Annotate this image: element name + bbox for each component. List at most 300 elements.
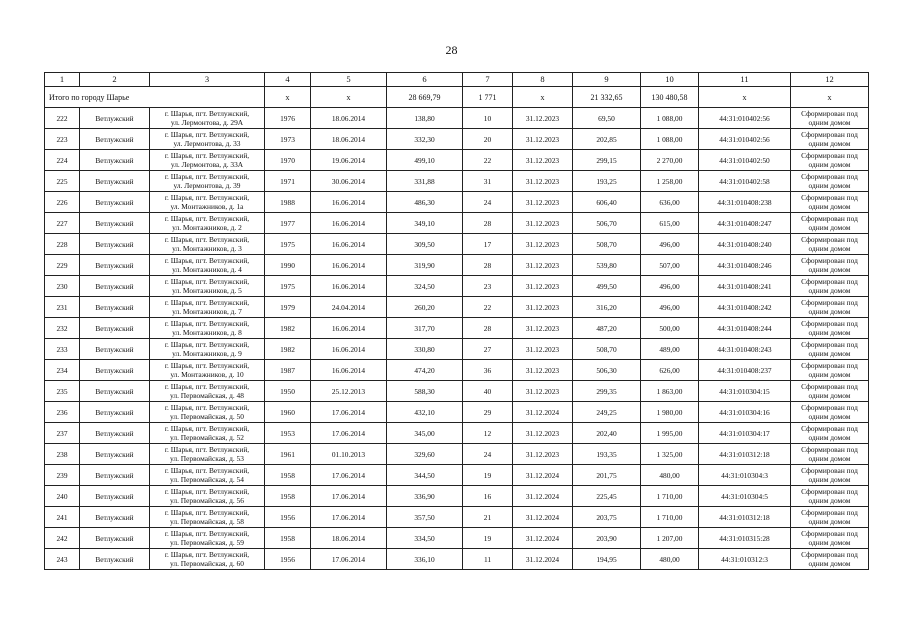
due-date-cell: 31.12.2023 xyxy=(513,213,573,234)
total-cost: 130 480,58 xyxy=(641,87,699,108)
district-cell: Ветлужский xyxy=(80,486,150,507)
remark-line-2: одним домом xyxy=(808,181,851,190)
people-cell: 22 xyxy=(463,150,513,171)
area-cell: 486,30 xyxy=(387,192,463,213)
district-cell: Ветлужский xyxy=(80,234,150,255)
remark-line-1: Сформирован под xyxy=(801,550,858,559)
table-row xyxy=(45,255,869,276)
cost-cell: 1 207,00 xyxy=(641,528,699,549)
date-cell: 17.06.2014 xyxy=(311,402,387,423)
address-cell xyxy=(150,507,265,528)
address-line-2: ул. Лермонтова, д. 33 xyxy=(173,139,241,148)
total-label: Итого по городу Шарье xyxy=(45,87,265,108)
total-cell: х xyxy=(791,87,869,108)
row-number: 227 xyxy=(45,213,80,234)
remark-line-1: Сформирован под xyxy=(801,382,858,391)
address-line-1: г. Шарья, пгт. Ветлужский, xyxy=(164,214,250,223)
cost-cell: 1 863,00 xyxy=(641,381,699,402)
area2-cell: 203,75 xyxy=(573,507,641,528)
row-number: 225 xyxy=(45,171,80,192)
table-row xyxy=(45,423,869,444)
address-line-1: г. Шарья, пгт. Ветлужский, xyxy=(164,382,250,391)
remark-line-2: одним домом xyxy=(808,160,851,169)
remark-line-1: Сформирован под xyxy=(801,445,858,454)
year-cell: 1982 xyxy=(265,318,311,339)
remark-cell xyxy=(791,549,869,570)
year-cell: 1958 xyxy=(265,465,311,486)
area2-cell: 69,50 xyxy=(573,108,641,129)
cadastre-cell: 44:31:010408:244 xyxy=(699,318,791,339)
district-cell: Ветлужский xyxy=(80,549,150,570)
row-number: 230 xyxy=(45,276,80,297)
area2-cell: 193,25 xyxy=(573,171,641,192)
remark-line-2: одним домом xyxy=(808,244,851,253)
cadastre-cell: 44:31:010312:18 xyxy=(699,444,791,465)
due-date-cell: 31.12.2023 xyxy=(513,381,573,402)
table-row xyxy=(45,297,869,318)
cadastre-cell: 44:31:010304:5 xyxy=(699,486,791,507)
area-cell: 329,60 xyxy=(387,444,463,465)
cost-cell: 2 270,00 xyxy=(641,150,699,171)
cadastre-cell: 44:31:010402:56 xyxy=(699,108,791,129)
address-line-2: ул. Первомайская, д. 54 xyxy=(170,475,244,484)
remark-line-1: Сформирован под xyxy=(801,277,858,286)
cadastre-cell: 44:31:010408:237 xyxy=(699,360,791,381)
column-number: 8 xyxy=(513,73,573,87)
area-cell: 332,30 xyxy=(387,129,463,150)
total-cell: х xyxy=(513,87,573,108)
table-row xyxy=(45,486,869,507)
address-cell xyxy=(150,381,265,402)
area2-cell: 316,20 xyxy=(573,297,641,318)
total-people: 1 771 xyxy=(463,87,513,108)
district-cell: Ветлужский xyxy=(80,108,150,129)
address-line-1: г. Шарья, пгт. Ветлужский, xyxy=(164,445,250,454)
address-line-2: ул. Первомайская, д. 59 xyxy=(170,538,244,547)
area2-cell: 194,95 xyxy=(573,549,641,570)
row-number: 240 xyxy=(45,486,80,507)
remark-cell xyxy=(791,402,869,423)
address-line-1: г. Шарья, пгт. Ветлужский, xyxy=(164,487,250,496)
total-cell: х xyxy=(265,87,311,108)
remark-line-1: Сформирован под xyxy=(801,319,858,328)
address-cell xyxy=(150,234,265,255)
row-number: 222 xyxy=(45,108,80,129)
column-number: 10 xyxy=(641,73,699,87)
area2-cell: 606,40 xyxy=(573,192,641,213)
area-cell: 260,20 xyxy=(387,297,463,318)
remark-line-1: Сформирован под xyxy=(801,529,858,538)
remark-line-2: одним домом xyxy=(808,202,851,211)
row-number: 243 xyxy=(45,549,80,570)
address-line-1: г. Шарья, пгт. Ветлужский, xyxy=(164,277,250,286)
area-cell: 432,10 xyxy=(387,402,463,423)
table-row xyxy=(45,108,869,129)
remark-line-2: одним домом xyxy=(808,370,851,379)
cost-cell: 1 980,00 xyxy=(641,402,699,423)
address-line-2: ул. Первомайская, д. 50 xyxy=(170,412,244,421)
cost-cell: 1 325,00 xyxy=(641,444,699,465)
year-cell: 1950 xyxy=(265,381,311,402)
people-cell: 23 xyxy=(463,276,513,297)
remark-cell xyxy=(791,171,869,192)
cost-cell: 615,00 xyxy=(641,213,699,234)
housing-table xyxy=(44,72,869,570)
area2-cell: 202,85 xyxy=(573,129,641,150)
people-cell: 24 xyxy=(463,444,513,465)
column-number-row xyxy=(45,73,869,87)
due-date-cell: 31.12.2023 xyxy=(513,423,573,444)
cadastre-cell: 44:31:010408:241 xyxy=(699,276,791,297)
column-number: 9 xyxy=(573,73,641,87)
address-line-1: г. Шарья, пгт. Ветлужский, xyxy=(164,403,250,412)
address-cell xyxy=(150,339,265,360)
row-number: 232 xyxy=(45,318,80,339)
year-cell: 1975 xyxy=(265,276,311,297)
remark-cell xyxy=(791,318,869,339)
date-cell: 16.06.2014 xyxy=(311,360,387,381)
people-cell: 28 xyxy=(463,213,513,234)
due-date-cell: 31.12.2023 xyxy=(513,108,573,129)
cost-cell: 500,00 xyxy=(641,318,699,339)
address-line-1: г. Шарья, пгт. Ветлужский, xyxy=(164,529,250,538)
address-cell xyxy=(150,150,265,171)
date-cell: 16.06.2014 xyxy=(311,318,387,339)
table-row xyxy=(45,360,869,381)
remark-cell xyxy=(791,486,869,507)
row-number: 236 xyxy=(45,402,80,423)
year-cell: 1971 xyxy=(265,171,311,192)
address-line-1: г. Шарья, пгт. Ветлужский, xyxy=(164,550,250,559)
cost-cell: 489,00 xyxy=(641,339,699,360)
address-line-1: г. Шарья, пгт. Ветлужский, xyxy=(164,361,250,370)
area-cell: 344,50 xyxy=(387,465,463,486)
date-cell: 18.06.2014 xyxy=(311,108,387,129)
address-line-2: ул. Монтажников, д. 3 xyxy=(172,244,242,253)
year-cell: 1979 xyxy=(265,297,311,318)
row-number: 228 xyxy=(45,234,80,255)
due-date-cell: 31.12.2023 xyxy=(513,318,573,339)
remark-line-2: одним домом xyxy=(808,433,851,442)
remark-line-1: Сформирован под xyxy=(801,256,858,265)
district-cell: Ветлужский xyxy=(80,276,150,297)
remark-line-2: одним домом xyxy=(808,349,851,358)
total-area2: 21 332,65 xyxy=(573,87,641,108)
table-row xyxy=(45,402,869,423)
address-line-2: ул. Монтажников, д. 9 xyxy=(172,349,242,358)
people-cell: 27 xyxy=(463,339,513,360)
due-date-cell: 31.12.2023 xyxy=(513,339,573,360)
date-cell: 16.06.2014 xyxy=(311,339,387,360)
remark-cell xyxy=(791,381,869,402)
column-number: 2 xyxy=(80,73,150,87)
row-number: 223 xyxy=(45,129,80,150)
cost-cell: 1 995,00 xyxy=(641,423,699,444)
cadastre-cell: 44:31:010408:242 xyxy=(699,297,791,318)
date-cell: 16.06.2014 xyxy=(311,192,387,213)
area2-cell: 506,70 xyxy=(573,213,641,234)
address-line-2: ул. Лермонтова, д. 33А xyxy=(170,160,244,169)
district-cell: Ветлужский xyxy=(80,297,150,318)
year-cell: 1975 xyxy=(265,234,311,255)
area-cell: 345,00 xyxy=(387,423,463,444)
people-cell: 10 xyxy=(463,108,513,129)
date-cell: 16.06.2014 xyxy=(311,234,387,255)
table-row xyxy=(45,213,869,234)
remark-line-1: Сформирован под xyxy=(801,487,858,496)
remark-cell xyxy=(791,150,869,171)
due-date-cell: 31.12.2024 xyxy=(513,507,573,528)
area2-cell: 299,35 xyxy=(573,381,641,402)
people-cell: 22 xyxy=(463,297,513,318)
remark-line-2: одним домом xyxy=(808,139,851,148)
area2-cell: 506,30 xyxy=(573,360,641,381)
date-cell: 16.06.2014 xyxy=(311,276,387,297)
table-row xyxy=(45,465,869,486)
remark-line-1: Сформирован под xyxy=(801,214,858,223)
remark-line-2: одним домом xyxy=(808,328,851,337)
cadastre-cell: 44:31:010304:16 xyxy=(699,402,791,423)
date-cell: 17.06.2014 xyxy=(311,549,387,570)
remark-line-2: одним домом xyxy=(808,265,851,274)
year-cell: 1990 xyxy=(265,255,311,276)
cadastre-cell: 44:31:010304:3 xyxy=(699,465,791,486)
address-cell xyxy=(150,255,265,276)
area-cell: 357,50 xyxy=(387,507,463,528)
cost-cell: 1 088,00 xyxy=(641,129,699,150)
address-cell xyxy=(150,318,265,339)
district-cell: Ветлужский xyxy=(80,423,150,444)
district-cell: Ветлужский xyxy=(80,129,150,150)
address-line-2: ул. Монтажников, д. 4 xyxy=(172,265,242,274)
row-number: 238 xyxy=(45,444,80,465)
area2-cell: 539,80 xyxy=(573,255,641,276)
people-cell: 16 xyxy=(463,486,513,507)
year-cell: 1977 xyxy=(265,213,311,234)
remark-line-2: одним домом xyxy=(808,391,851,400)
address-line-2: ул. Лермонтова, д. 29А xyxy=(170,118,244,127)
address-line-2: ул. Монтажников, д. 5 xyxy=(172,286,242,295)
district-cell: Ветлужский xyxy=(80,444,150,465)
total-row xyxy=(45,87,869,108)
remark-line-1: Сформирован под xyxy=(801,298,858,307)
table-row xyxy=(45,192,869,213)
area2-cell: 225,45 xyxy=(573,486,641,507)
address-cell xyxy=(150,192,265,213)
area2-cell: 299,15 xyxy=(573,150,641,171)
due-date-cell: 31.12.2023 xyxy=(513,150,573,171)
remark-cell xyxy=(791,213,869,234)
district-cell: Ветлужский xyxy=(80,171,150,192)
due-date-cell: 31.12.2023 xyxy=(513,276,573,297)
table-row xyxy=(45,234,869,255)
column-number: 7 xyxy=(463,73,513,87)
table-row xyxy=(45,171,869,192)
row-number: 237 xyxy=(45,423,80,444)
address-cell xyxy=(150,402,265,423)
address-line-2: ул. Первомайская, д. 56 xyxy=(170,496,244,505)
row-number: 229 xyxy=(45,255,80,276)
table-row xyxy=(45,507,869,528)
address-line-2: ул. Первомайская, д. 48 xyxy=(170,391,244,400)
cost-cell: 636,00 xyxy=(641,192,699,213)
page-number: 28 xyxy=(445,43,458,57)
date-cell: 24.04.2014 xyxy=(311,297,387,318)
due-date-cell: 31.12.2023 xyxy=(513,192,573,213)
address-line-1: г. Шарья, пгт. Ветлужский, xyxy=(164,151,250,160)
cadastre-cell: 44:31:010408:243 xyxy=(699,339,791,360)
row-number: 233 xyxy=(45,339,80,360)
date-cell: 30.06.2014 xyxy=(311,171,387,192)
date-cell: 18.06.2014 xyxy=(311,528,387,549)
district-cell: Ветлужский xyxy=(80,150,150,171)
cost-cell: 496,00 xyxy=(641,297,699,318)
remark-line-1: Сформирован под xyxy=(801,193,858,202)
remark-cell xyxy=(791,423,869,444)
remark-line-1: Сформирован под xyxy=(801,172,858,181)
due-date-cell: 31.12.2023 xyxy=(513,129,573,150)
remark-line-2: одним домом xyxy=(808,496,851,505)
remark-cell xyxy=(791,360,869,381)
area-cell: 324,50 xyxy=(387,276,463,297)
table-row xyxy=(45,318,869,339)
due-date-cell: 31.12.2024 xyxy=(513,486,573,507)
date-cell: 16.06.2014 xyxy=(311,255,387,276)
address-line-1: г. Шарья, пгт. Ветлужский, xyxy=(164,319,250,328)
area-cell: 334,50 xyxy=(387,528,463,549)
year-cell: 1956 xyxy=(265,507,311,528)
row-number: 241 xyxy=(45,507,80,528)
address-line-2: ул. Первомайская, д. 53 xyxy=(170,454,244,463)
remark-cell xyxy=(791,129,869,150)
due-date-cell: 31.12.2024 xyxy=(513,465,573,486)
address-cell xyxy=(150,108,265,129)
remark-line-2: одним домом xyxy=(808,223,851,232)
people-cell: 28 xyxy=(463,255,513,276)
area-cell: 331,88 xyxy=(387,171,463,192)
area-cell: 336,90 xyxy=(387,486,463,507)
address-line-1: г. Шарья, пгт. Ветлужский, xyxy=(164,172,250,181)
year-cell: 1961 xyxy=(265,444,311,465)
remark-cell xyxy=(791,234,869,255)
cadastre-cell: 44:31:010402:58 xyxy=(699,171,791,192)
date-cell: 17.06.2014 xyxy=(311,486,387,507)
area2-cell: 487,20 xyxy=(573,318,641,339)
cadastre-cell: 44:31:010312:18 xyxy=(699,507,791,528)
remark-line-1: Сформирован под xyxy=(801,361,858,370)
remark-line-1: Сформирован под xyxy=(801,109,858,118)
address-cell xyxy=(150,528,265,549)
year-cell: 1973 xyxy=(265,129,311,150)
district-cell: Ветлужский xyxy=(80,318,150,339)
area-cell: 499,10 xyxy=(387,150,463,171)
area2-cell: 508,70 xyxy=(573,339,641,360)
district-cell: Ветлужский xyxy=(80,381,150,402)
people-cell: 29 xyxy=(463,402,513,423)
due-date-cell: 31.12.2023 xyxy=(513,360,573,381)
address-line-2: ул. Монтажников, д. 7 xyxy=(172,307,242,316)
cadastre-cell: 44:31:010304:17 xyxy=(699,423,791,444)
cadastre-cell: 44:31:010402:56 xyxy=(699,129,791,150)
address-cell xyxy=(150,276,265,297)
district-cell: Ветлужский xyxy=(80,507,150,528)
cadastre-cell: 44:31:010312:3 xyxy=(699,549,791,570)
area-cell: 138,80 xyxy=(387,108,463,129)
address-cell xyxy=(150,549,265,570)
table-row xyxy=(45,129,869,150)
date-cell: 17.06.2014 xyxy=(311,507,387,528)
remark-cell xyxy=(791,255,869,276)
table-row xyxy=(45,339,869,360)
remark-line-1: Сформирован под xyxy=(801,403,858,412)
remark-line-2: одним домом xyxy=(808,286,851,295)
date-cell: 01.10.2013 xyxy=(311,444,387,465)
row-number: 239 xyxy=(45,465,80,486)
year-cell: 1987 xyxy=(265,360,311,381)
column-number: 4 xyxy=(265,73,311,87)
year-cell: 1956 xyxy=(265,549,311,570)
remark-cell xyxy=(791,444,869,465)
area-cell: 349,10 xyxy=(387,213,463,234)
cost-cell: 1 088,00 xyxy=(641,108,699,129)
remark-line-1: Сформирован под xyxy=(801,130,858,139)
address-line-1: г. Шарья, пгт. Ветлужский, xyxy=(164,256,250,265)
area-cell: 317,70 xyxy=(387,318,463,339)
due-date-cell: 31.12.2024 xyxy=(513,549,573,570)
date-cell: 17.06.2014 xyxy=(311,465,387,486)
area-cell: 336,10 xyxy=(387,549,463,570)
column-number: 6 xyxy=(387,73,463,87)
people-cell: 24 xyxy=(463,192,513,213)
address-line-1: г. Шарья, пгт. Ветлужский, xyxy=(164,466,250,475)
area-cell: 330,80 xyxy=(387,339,463,360)
column-number: 12 xyxy=(791,73,869,87)
area2-cell: 249,25 xyxy=(573,402,641,423)
people-cell: 40 xyxy=(463,381,513,402)
year-cell: 1958 xyxy=(265,486,311,507)
remark-cell xyxy=(791,339,869,360)
remark-line-2: одним домом xyxy=(808,517,851,526)
remark-cell xyxy=(791,297,869,318)
remark-cell xyxy=(791,276,869,297)
table-row xyxy=(45,150,869,171)
column-number: 11 xyxy=(699,73,791,87)
address-cell xyxy=(150,171,265,192)
remark-line-1: Сформирован под xyxy=(801,424,858,433)
district-cell: Ветлужский xyxy=(80,528,150,549)
address-line-1: г. Шарья, пгт. Ветлужский, xyxy=(164,340,250,349)
column-number: 1 xyxy=(45,73,80,87)
address-line-1: г. Шарья, пгт. Ветлужский, xyxy=(164,298,250,307)
column-number: 5 xyxy=(311,73,387,87)
address-line-2: ул. Монтажников, д. 2 xyxy=(172,223,242,232)
due-date-cell: 31.12.2024 xyxy=(513,402,573,423)
address-line-2: ул. Монтажников, д. 10 xyxy=(170,370,244,379)
row-number: 235 xyxy=(45,381,80,402)
cadastre-cell: 44:31:010304:15 xyxy=(699,381,791,402)
due-date-cell: 31.12.2024 xyxy=(513,528,573,549)
address-cell xyxy=(150,465,265,486)
year-cell: 1960 xyxy=(265,402,311,423)
cost-cell: 626,00 xyxy=(641,360,699,381)
people-cell: 36 xyxy=(463,360,513,381)
people-cell: 17 xyxy=(463,234,513,255)
address-line-1: г. Шарья, пгт. Ветлужский, xyxy=(164,424,250,433)
address-line-2: ул. Монтажников, д. 8 xyxy=(172,328,242,337)
remark-line-2: одним домом xyxy=(808,118,851,127)
remark-line-1: Сформирован под xyxy=(801,235,858,244)
area2-cell: 499,50 xyxy=(573,276,641,297)
